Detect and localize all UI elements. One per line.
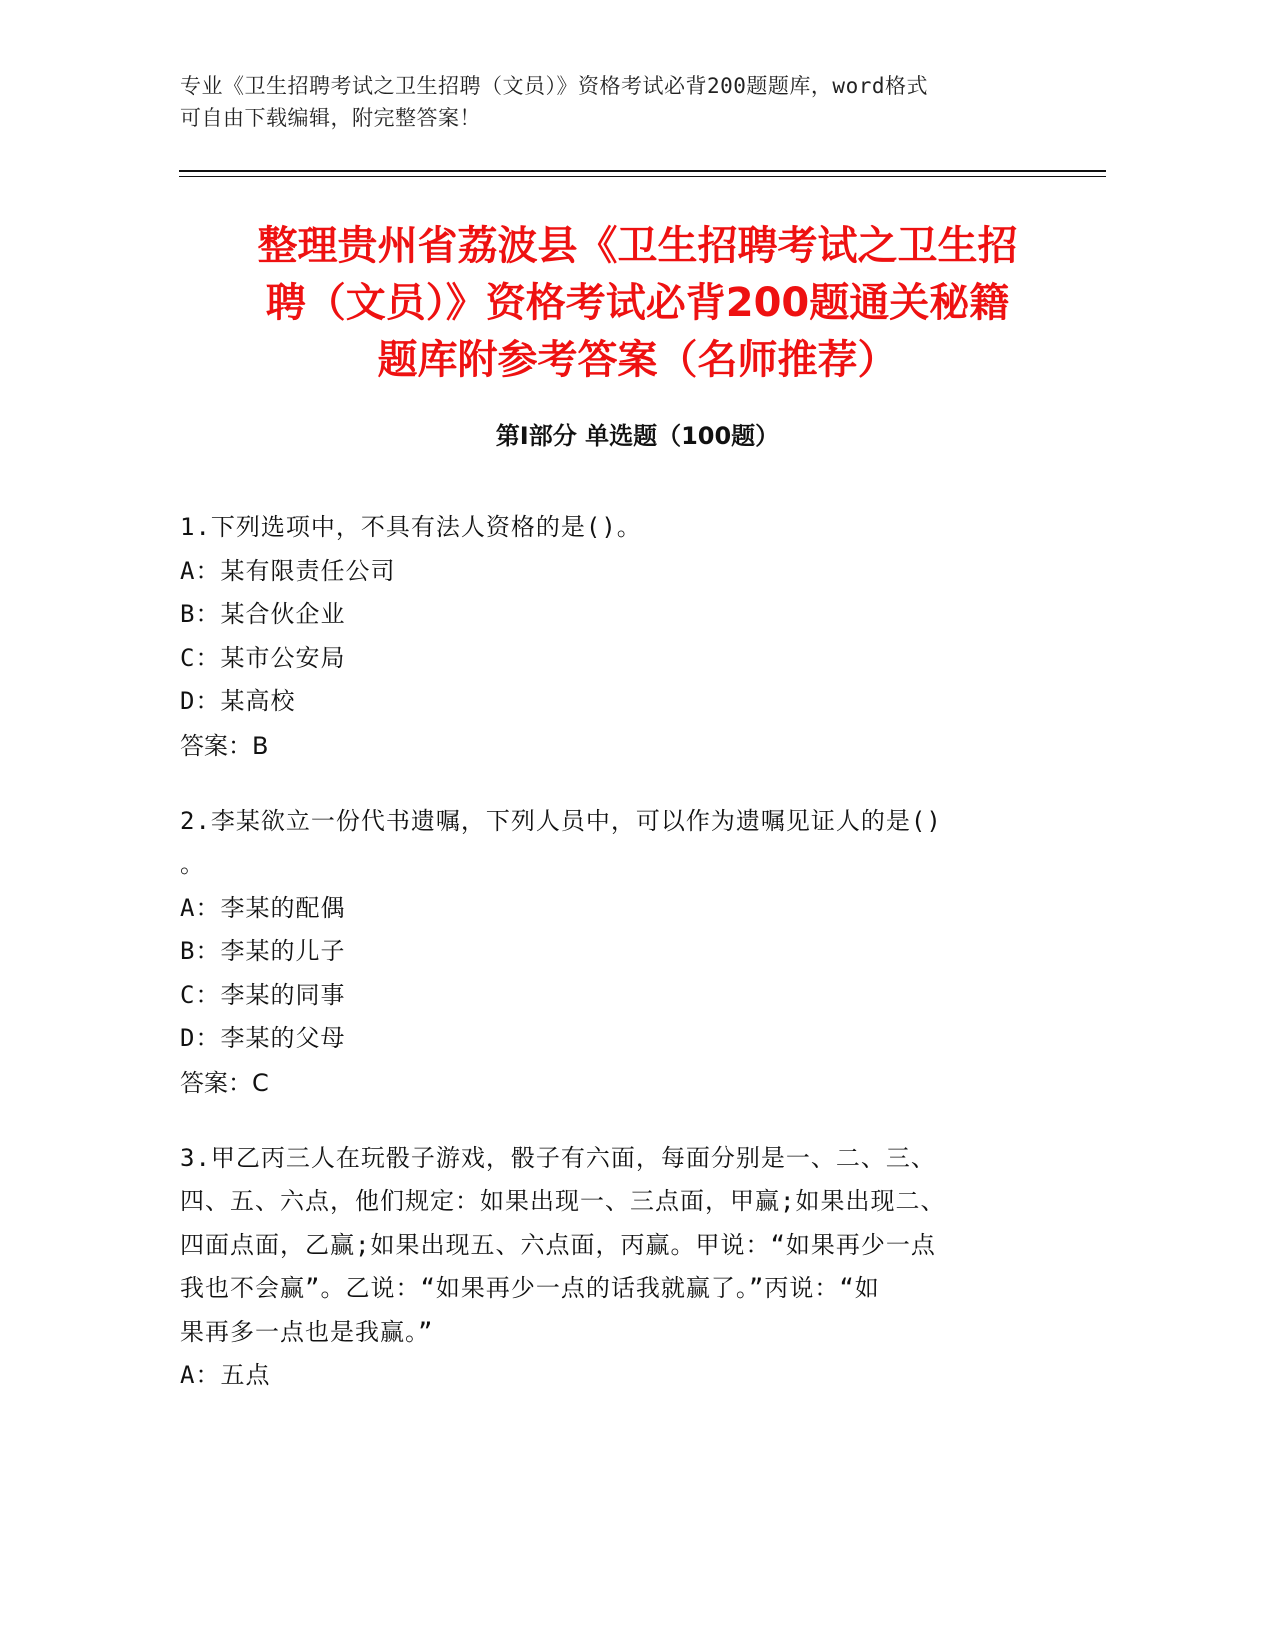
answer-option: C：某市公安局 xyxy=(180,643,346,672)
answer-option: A：李某的配偶 xyxy=(180,893,346,922)
document-title-line: 题库附参考答案（名师推荐） xyxy=(377,337,898,383)
correct-answer: 答案：C xyxy=(180,1068,269,1097)
question-stem: 3.甲乙丙三人在玩骰子游戏，骰子有六面，每面分别是一、二、三、 xyxy=(180,1143,936,1172)
question-item xyxy=(180,1137,1060,1398)
document-title xyxy=(180,218,1095,389)
answer-option: B：李某的儿子 xyxy=(180,937,346,965)
question-list xyxy=(180,506,1060,1430)
header-divider-thin xyxy=(179,176,1106,177)
section-title: 第Ⅰ部分 单选题（100题） xyxy=(495,422,780,450)
question-stem: 2.李某欲立一份代书遗嘱，下列人员中，可以作为遗嘱见证人的是() xyxy=(180,806,942,835)
answer-option: D：李某的父母 xyxy=(180,1024,346,1052)
answer-option: C：李某的同事 xyxy=(180,980,346,1009)
header-note-line: 可自由下载编辑，附完整答案！ xyxy=(180,106,481,130)
header-divider-thick xyxy=(179,170,1106,172)
question-stem: 四面点面，乙赢;如果出现五、六点面，丙赢。甲说：“如果再少一点 xyxy=(180,1230,936,1259)
question-stem: 1.下列选项中，不具有法人资格的是()。 xyxy=(180,513,642,541)
question-item xyxy=(180,506,1060,768)
document-title-line: 整理贵州省荔波县《卫生招聘考试之卫生招 xyxy=(257,223,1018,269)
answer-option: D：某高校 xyxy=(180,687,296,715)
question-stem: 果再多一点也是我赢。” xyxy=(180,1317,434,1346)
header-note-line: 专业《卫生招聘考试之卫生招聘（文员）》资格考试必背200题题库，word格式 xyxy=(180,74,928,98)
question-item xyxy=(180,800,1060,1105)
answer-option: B：某合伙企业 xyxy=(180,600,346,628)
document-title-line: 聘（文员）》资格考试必背200题通关秘籍 xyxy=(265,280,1010,326)
question-stem: 四、五、六点，他们规定：如果出现一、三点面，甲赢;如果出现二、 xyxy=(180,1187,946,1215)
header-note xyxy=(180,70,1050,134)
answer-option: A：五点 xyxy=(180,1361,271,1389)
question-stem: 我也不会赢”。乙说：“如果再少一点的话我就赢了。”丙说：“如 xyxy=(180,1274,880,1302)
correct-answer: 答案：B xyxy=(180,731,269,760)
answer-option: A：某有限责任公司 xyxy=(180,556,396,585)
question-stem: 。 xyxy=(180,850,205,878)
